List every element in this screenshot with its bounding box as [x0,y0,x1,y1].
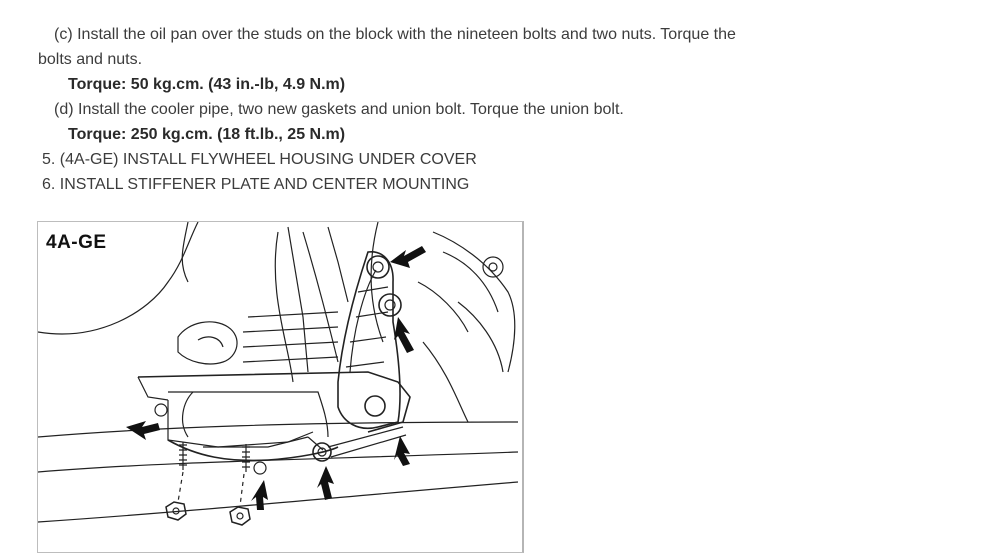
step-c-line2: bolts and nuts. [38,51,143,68]
step-c-line1: (c) Install the oil pan over the studs on the block with the nineteen bolts and two nuts. Torque the [54,26,736,43]
figure-label: 4A-GE [46,232,107,253]
engine-diagram-figure [37,221,524,553]
step-5: 5. (4A-GE) INSTALL FLYWHEEL HOUSING UNDER COVER [42,151,477,168]
torque-c: Torque: 50 kg.cm. (43 in.-lb, 4.9 N.m) [68,76,346,93]
step-6: 6. INSTALL STIFFENER PLATE AND CENTER MOUNTING [42,176,470,193]
step-d: (d) Install the cooler pipe, two new gaskets and union bolt. Torque the union bolt. [54,101,624,118]
engine-diagram [38,222,522,552]
torque-d: Torque: 250 kg.cm. (18 ft.lb., 25 N.m) [68,126,346,143]
